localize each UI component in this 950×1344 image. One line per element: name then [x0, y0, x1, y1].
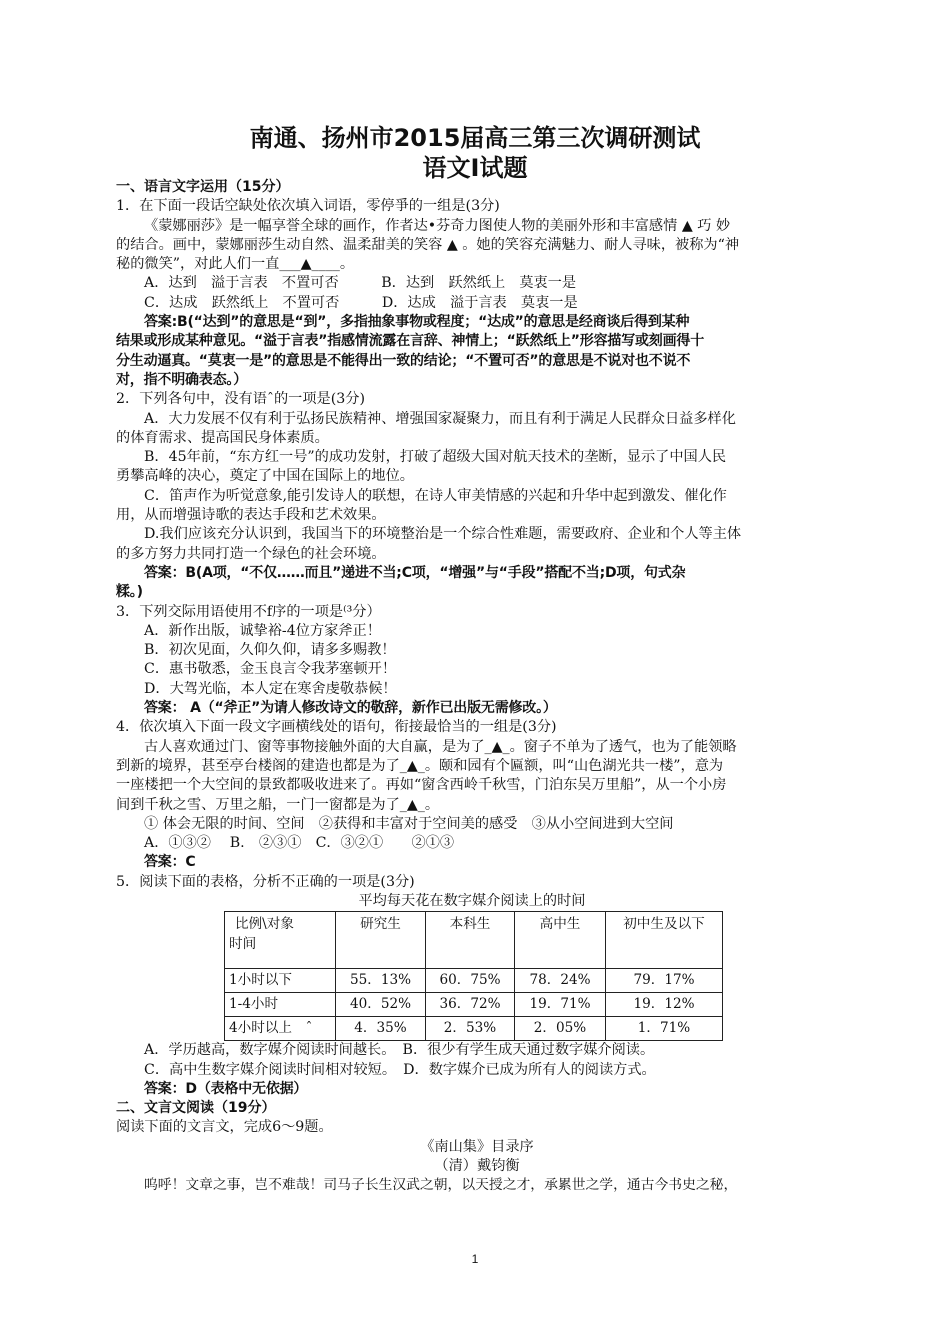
- table-cell: 1小时以下: [225, 969, 336, 993]
- q2-stem: 2．下列各句中，没有语ˆ的一项是(3分): [116, 391, 366, 408]
- q5-answer: 答案：D（表格中无依据）: [144, 1080, 308, 1097]
- q2-option-a: 的体育需求、提高国民身体素质。: [116, 429, 329, 446]
- q1-answer: 对，指不明确表态。）: [116, 371, 247, 388]
- q1-answer: 结果或形成某种意见。“溢于言表”指感情流露在言辞、神情上；“跃然纸上”形容描写或刻画得十: [116, 333, 705, 350]
- q2-answer: 糅。): [116, 584, 143, 601]
- q2-option-b: B．45年前，“东方红一号”的成功发射，打破了超级大国对航天技术的垄断，显示了中国人民: [144, 449, 727, 466]
- table-row: [225, 993, 723, 1017]
- q4-passage-line: 古人喜欢通过门、窗等事物接触外面的大自赢，是为了_▲_。窗子不单为了透气，也为了能领略: [144, 738, 737, 755]
- q4-items: ① 体会无限的时间、空间 ②获得和丰富对于空间美的感受 ③从小空间进到大空间: [144, 815, 674, 832]
- table-cell: 2．05%: [515, 1017, 606, 1041]
- table-title: 平均每天花在数字媒介阅读上的时间: [358, 892, 586, 909]
- q4-answer: 答案：C: [144, 854, 196, 871]
- table-cell: 60．75%: [426, 969, 515, 993]
- q3-option-a: A．新作出版，诚挚裕-4位方家斧正！: [144, 622, 381, 639]
- q1-answer: 答案:B(“达到”的意思是“到”，多指抽象事物或程度；“达成”的意思是经商谈后得到某种: [144, 314, 690, 331]
- article-title: 《南山集》目录序: [420, 1138, 534, 1155]
- table-cell: 19．12%: [606, 993, 723, 1017]
- table-cell: 2．53%: [426, 1017, 515, 1041]
- table-header-cell: 高中生: [515, 912, 606, 969]
- table-header-row: [225, 912, 723, 969]
- q1-stem: 1．在下面一段话空缺处依次填入词语，零停爭的一组是(3分): [116, 198, 500, 215]
- table-cell: 19．71%: [515, 993, 606, 1017]
- table-cell: 78．24%: [515, 969, 606, 993]
- q3-stem: 3．下列交际用语使用不f序的一项是⁽³分）: [116, 603, 381, 620]
- table-row: [225, 969, 723, 993]
- q4-passage-line: 间到千秋之雪、万里之船，一门一窗都是为了_▲_。: [116, 796, 440, 813]
- table-cell: 79．17%: [606, 969, 723, 993]
- q3-answer: 答案： A（“斧正”为请人修改诗文的敬辞，新作已出版无需修改。）: [144, 700, 557, 717]
- table-header-cell: 本科生: [426, 912, 515, 969]
- exam-subtitle: 语文Ⅰ试题: [422, 154, 528, 182]
- section-heading-2: 二、文言文阅读（19分）: [116, 1100, 276, 1117]
- q2-option-d: D.我们应该充分认识到，我国当下的环境整治是一个综合性难题，需要政府、企业和个人等主体: [144, 526, 742, 543]
- q5-options-ab: A．学历越高，数字媒介阅读时间越长。 B．很少有学生成天通过数字媒介阅读。: [144, 1042, 655, 1059]
- q1-passage-line: 的结合。画中，蒙娜丽莎生动自然、温柔甜美的笑容 ▲ 。她的笑容充满魅力、耐人寻味，被称为“神: [116, 236, 740, 253]
- q2-option-b: 勇攀高峰的决心，奠定了中国在国际上的地位。: [116, 468, 414, 485]
- table-header-cell: 初中生及以下: [606, 912, 723, 969]
- q3-option-d: D．大驾光临，本人定在寒舍虔敬恭候！: [144, 680, 397, 697]
- q1-answer: 分生动逼真。“莫衷一是”的意思是不能得出一致的结论；“不置可否”的意思是不说对也不说不: [116, 352, 691, 369]
- table-cell: 36．72%: [426, 993, 515, 1017]
- table-cell: 4．35%: [336, 1017, 426, 1041]
- q2-option-d: 的多方努力共同打造一个绿色的社会环境。: [116, 545, 386, 562]
- table-header-cell: 研究生: [336, 912, 426, 969]
- table-cell: 40．52%: [336, 993, 426, 1017]
- q4-passage-line: 一座楼把一个大空间的景致都吸收进来了。再如“窗含西岭千秋雪，门泊东吴万里船”，从一个小房: [116, 777, 727, 794]
- q1-passage-line: 《蒙娜丽莎》是一幅享誉全球的画作，作者达•芬奇力图使人物的美丽外形和丰富感情 ▲ 巧 妙: [144, 217, 731, 234]
- table-cell: 4小时以上 ˆ: [225, 1017, 336, 1041]
- q4-passage-line: 到新的境界，甚至亭台楼阁的建造也都是为了_▲_。颐和园有个匾额，叫“山色湖光共一楼”，意为: [116, 757, 724, 774]
- q1-options-cd: C．达成 跃然纸上 不置可否 D．达成 溢于言表 莫衷一是: [144, 294, 578, 311]
- q2-option-c: 用，从而增强诗歌的表达手段和艺术效果。: [116, 507, 386, 524]
- q2-answer: 答案：B(A项，“不仅……而且”递进不当;C项，“增强”与“手段”搭配不当;D项，句式杂: [144, 564, 686, 581]
- table-header-cell: 比例\对象 时间: [225, 912, 336, 969]
- q2-option-a: A．大力发展不仅有利于弘扬民族精神、增强国家凝聚力，而且有利于满足人民群众日益多样化: [144, 410, 736, 427]
- table-cell: 1-4小时: [225, 993, 336, 1017]
- exam-body: [116, 178, 838, 1196]
- section-heading-1: 一、语言文字运用（15分）: [116, 179, 290, 195]
- q4-options: A．①③② B. ②③① C．③②① ②①③: [144, 835, 455, 852]
- q4-stem: 4．依次填入下面一段文字画横线处的语句，衔接最恰当的一组是(3分): [116, 719, 557, 736]
- exam-title: 南通、扬州市2015届高三第三次调研测试: [249, 124, 701, 152]
- q2-option-c: C．笛声作为听觉意象,能引发诗人的联想，在诗人审美情感的兴起和升华中起到激发、催化作: [144, 487, 727, 504]
- q1-options-ab: A．达到 溢于言表 不置可否 B．达到 跃然纸上 莫衷一是: [144, 275, 577, 292]
- q3-option-b: B．初次见面，久仰久仰，请多多赐教！: [144, 642, 396, 659]
- table-cell: 1．71%: [606, 1017, 723, 1041]
- q5-stem: 5．阅读下面的表格，分析不正确的一项是(3分): [116, 873, 415, 890]
- reading-instruction: 阅读下面的文言文，完成6～9题。: [116, 1119, 333, 1136]
- q3-option-c: C．惠书敬悉，金玉良言令我茅塞顿开！: [144, 661, 397, 678]
- page-number: 1: [471, 1252, 479, 1266]
- table-cell: 55．13%: [336, 969, 426, 993]
- q1-passage-line: 秘的微笑”，对此人们一直___▲____。: [116, 256, 355, 273]
- article-text-line: 呜呼！文章之事，岂不难哉！司马子长生汉武之朝，以天授之才，承累世之学，通古今书史之秘，: [144, 1177, 738, 1194]
- table-row: [225, 1017, 723, 1041]
- article-author: （清）戴钧衡: [434, 1158, 520, 1175]
- reading-time-table: [224, 911, 723, 1041]
- q5-options-cd: C．高中生数字媒介阅读时间相对较短。 D．数字媒介已成为所有人的阅读方式。: [144, 1061, 656, 1078]
